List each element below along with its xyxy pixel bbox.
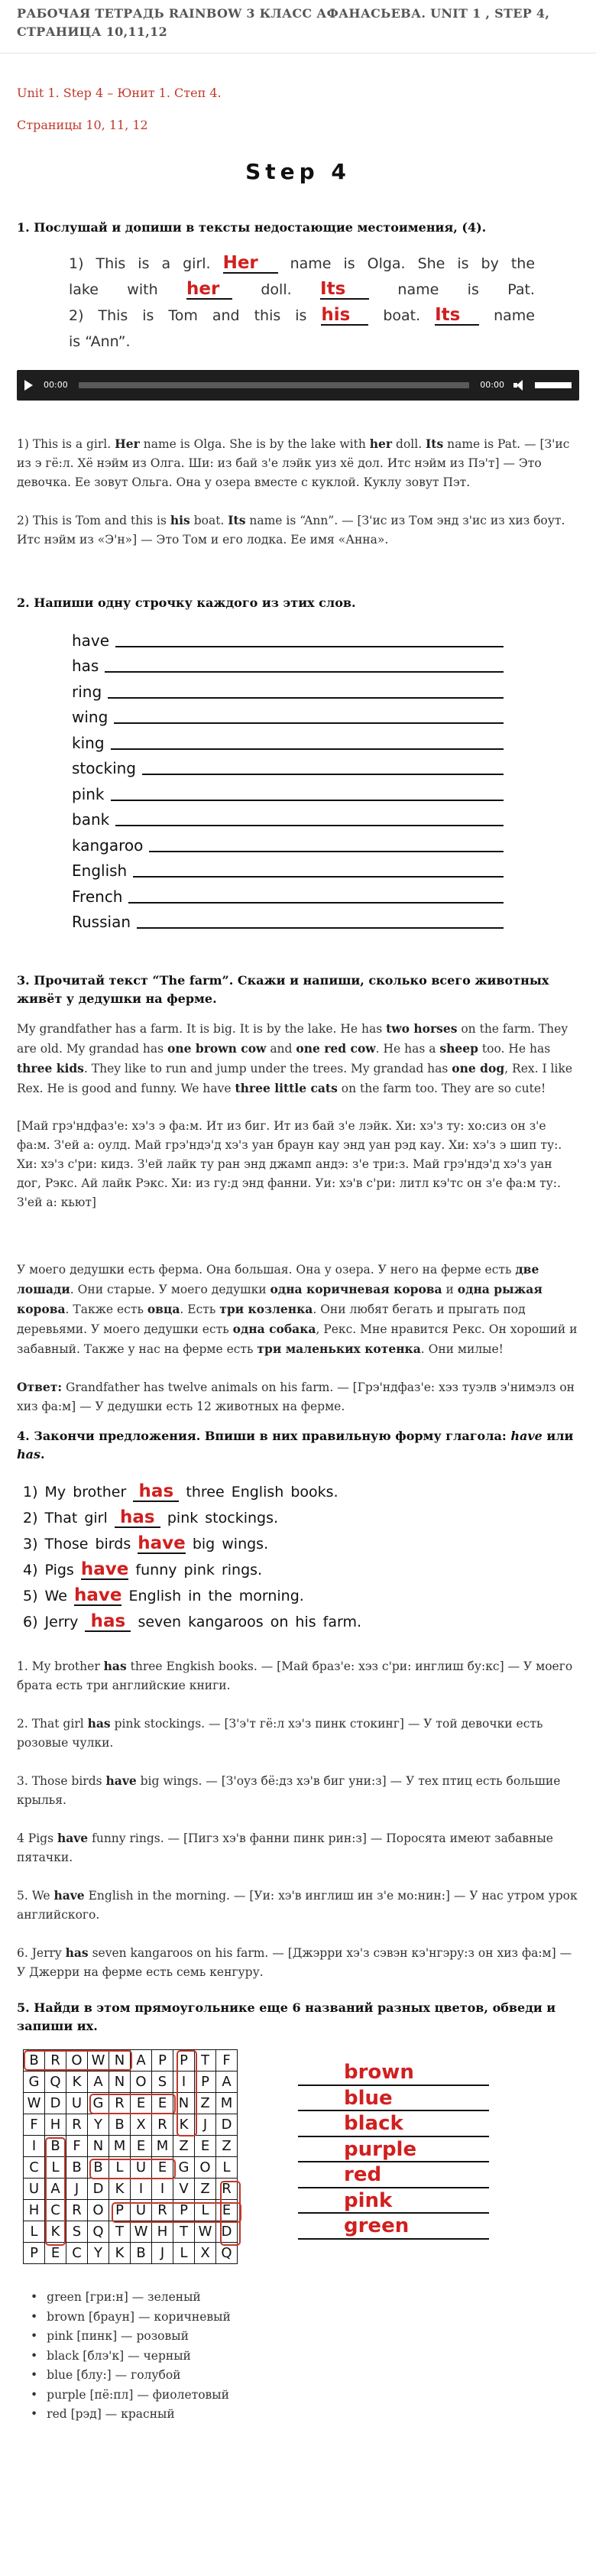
audio-progress-bar[interactable] <box>79 382 470 388</box>
grid-cell: A <box>88 2072 109 2093</box>
found-color: blue <box>298 2086 489 2112</box>
word-line <box>72 652 579 678</box>
grid-cell: N <box>173 2093 195 2114</box>
grid-cell: P <box>109 2200 131 2221</box>
word-label: English <box>72 861 128 880</box>
ex4-text: three English books. <box>186 1484 338 1501</box>
ex1-answer-4: his <box>321 306 368 326</box>
color-glossary <box>35 2288 579 2425</box>
ex1-text: boat. <box>383 307 421 324</box>
grid-cell: F <box>24 2114 45 2136</box>
ex1-text: name is Pat. <box>397 281 535 298</box>
ex1-answer-2: her <box>186 280 232 300</box>
grid-cell: D <box>88 2179 109 2200</box>
grid-cell: R <box>66 2200 88 2221</box>
word-label: kangaroo <box>72 835 144 855</box>
farm-text-russian: У моего дедушки есть ферма. Она большая. Она у озера. У него на ферме есть две лошади. Они старые. У моего дедушки одна коричневая корова и одна рыжая корова. Также есть овца. Есть три козленка. Они любят бегать и прыгать под деревьями. У моего дедушки есть одна собака, Рекс. Мне нравится Рекс. Он хороший и забавный. Также у нас на ферме есть три маленьких котенка. Они милые! <box>17 1262 578 1356</box>
word-label: stocking <box>72 759 137 777</box>
task-1-title: 1. Послушай и допиши в тексты недостающие местоимения, (4). <box>17 220 487 235</box>
grid-cell: B <box>45 2136 66 2157</box>
glossary-item: • red [рэд] — красный <box>35 2405 579 2425</box>
play-icon[interactable] <box>24 380 33 391</box>
grid-cell: U <box>131 2200 152 2221</box>
grid-cell: A <box>45 2179 66 2200</box>
grid-cell: V <box>173 2179 195 2200</box>
grid-cell: E <box>152 2093 173 2114</box>
word-label: king <box>72 733 105 752</box>
word-line <box>72 626 579 652</box>
word-line <box>72 754 579 780</box>
grid-cell: G <box>24 2072 45 2093</box>
grid-cell: A <box>216 2072 238 2093</box>
grid-cell: I <box>173 2072 195 2093</box>
grid-cell: O <box>195 2157 216 2179</box>
task-3-title: 3. Прочитай текст “The farm”. Скажи и напиши, сколько всего животных живёт у дедушки на ферме. <box>17 973 549 1006</box>
grid-cell: Q <box>45 2072 66 2093</box>
grid-cell: K <box>173 2114 195 2136</box>
ex4-text: 6) Jerry <box>23 1614 79 1630</box>
grid-cell: N <box>88 2136 109 2157</box>
grid-cell: G <box>173 2157 195 2179</box>
grid-cell: Z <box>216 2136 238 2157</box>
ex4-text: 2) That girl <box>23 1510 108 1526</box>
task-4-answer: 1. My brother has three Engkish books. — [Май браз'е: хэз с'ри: инглиш бу:кс] — У моего брата есть три английские книги. <box>17 1659 573 1692</box>
grid-cell: R <box>109 2093 131 2114</box>
task-2-title: 2. Напиши одну строчку каждого из этих слов. <box>17 595 356 610</box>
task-4-answer: 6. Jerry has seven kangaroos on his farm. — [Джэрри хэ'з сэвэн кэ'нгэру:з он хиз фа:м] — У Джерри на ферме есть семь кенгуру. <box>17 1945 572 1979</box>
writing-line <box>137 927 504 929</box>
ex1-text: 1) This is a girl. <box>69 255 211 272</box>
ex1-answer-1: Her <box>223 254 278 274</box>
task-4-answer: 5. We have English in the morning. — [Уи: хэ'в инглиш ин з'е мо:нин:] — У нас утром урок английского. <box>17 1888 578 1922</box>
word-label: pink <box>72 784 105 803</box>
ex4-text: pink stockings. <box>167 1510 279 1526</box>
grid-cell: Y <box>88 2114 109 2136</box>
grid-cell: I <box>152 2179 173 2200</box>
word-label: have <box>72 631 110 650</box>
ex4-text: 4) Pigs <box>23 1562 74 1578</box>
farm-text-transcription: [Май грэ'ндфаз'е: хэ'з э фа:м. Ит из биг. Ит из бай з'е лэйк. Хи: хэ'з ту: хо:сиз он з'е фа:м. З'ей а: оулд. Май грэ'ндэ'д хэ'з уан браун кау энд уан рэд кау. Хи: хэ'з э шип ту:. Хи: хэ'з с'ри: кидз. З'ей лайк ту ран энд джамп андэ: з'е три:з. Май грэ'ндэ'д хэ'з уан дог, Рэкс. Ай лайк Рэкс. Хи: из гу:д энд фанни. Уи: хэ'в с'ри: литл кэ'тс он з'е фа:м ту:. З'ей а: кьют] <box>17 1119 562 1209</box>
ex1-answer-5: Its <box>435 306 479 326</box>
grid-cell: O <box>131 2072 152 2093</box>
ex1-answer-3: Its <box>320 280 369 300</box>
found-color: red <box>298 2162 489 2188</box>
word-search-grid <box>23 2049 260 2265</box>
glossary-item: • green [гри:н] — зеленый <box>35 2288 579 2308</box>
grid-cell: T <box>109 2221 131 2243</box>
found-color: pink <box>298 2188 489 2214</box>
grid-cell: H <box>45 2114 66 2136</box>
grid-cell: D <box>45 2093 66 2114</box>
grid-cell: B <box>88 2157 109 2179</box>
grid-cell: S <box>66 2221 88 2243</box>
farm-text-english: My grandfather has a farm. It is big. It is by the lake. He has two horses on the farm. They are old. My grandad has one brown cow and one red cow. He has a sheep too. He has three kids. They like to run and jump under the trees. My grandad has one dog, Rex. I like Rex. He is good and funny. We have three little cats on the farm too. They are so cute! <box>17 1021 573 1095</box>
grid-cell: W <box>24 2093 45 2114</box>
ex4-text: English in the morning. <box>128 1588 304 1604</box>
word-label: wing <box>72 708 109 726</box>
grid-cell: Z <box>195 2179 216 2200</box>
grid-cell: S <box>152 2072 173 2093</box>
grid-cell: R <box>66 2114 88 2136</box>
grid-cell: C <box>24 2157 45 2179</box>
ex4-row <box>23 1505 579 1531</box>
grid-cell: K <box>66 2072 88 2093</box>
volume-icon[interactable] <box>513 380 527 391</box>
grid-cell: W <box>88 2050 109 2072</box>
highlight-pink <box>177 2050 197 2136</box>
exercise-1-image <box>69 251 535 355</box>
writing-line <box>105 671 504 673</box>
grid-cell: H <box>24 2200 45 2221</box>
ex4-answer: has <box>133 1482 179 1502</box>
grid-cell: M <box>109 2136 131 2157</box>
grid-cell: U <box>131 2157 152 2179</box>
grid-cell: P <box>195 2072 216 2093</box>
task-4-answer: 2. That girl has pink stockings. — [З'э'т гё:л хэ'з пинк стокинг] — У той девочки есть розовые чулки. <box>17 1716 543 1750</box>
grid-cell: B <box>24 2050 45 2072</box>
word-label: bank <box>72 810 110 829</box>
glossary-item: • brown [браун] — коричневый <box>35 2308 579 2328</box>
grid-cell: I <box>131 2179 152 2200</box>
highlight-green <box>89 2094 176 2114</box>
grid-cell: I <box>24 2136 45 2157</box>
ex4-text: 3) Those birds <box>23 1536 131 1552</box>
writing-line <box>115 646 504 647</box>
ex4-answer: has <box>115 1508 160 1528</box>
ex4-row <box>23 1609 579 1635</box>
writing-line <box>115 825 504 826</box>
grid-cell: X <box>195 2243 216 2264</box>
highlight-black <box>45 2137 66 2246</box>
ex4-text: seven kangaroos on his farm. <box>138 1614 362 1630</box>
word-line <box>72 728 579 754</box>
word-line <box>72 857 579 883</box>
ex4-text: 5) We <box>23 1588 67 1604</box>
writing-line <box>133 876 504 878</box>
task-1-answer-2: 2) This is Tom and this is his boat. Its name is “Ann”. — [З'ис из Том энд з'ис из хиз боут. Итс нэйм из «Э'н»] — Это Том и его лодка. Ее имя «Анна». <box>17 513 565 547</box>
writing-line <box>142 774 504 775</box>
audio-duration: 00:00 <box>480 379 504 390</box>
ex4-text: 1) My brother <box>23 1484 127 1501</box>
grid-cell: E <box>216 2200 238 2221</box>
ex4-row <box>23 1479 579 1505</box>
writing-line <box>114 722 504 724</box>
step-heading: Step 4 <box>245 159 351 184</box>
found-colors-list <box>298 2060 489 2265</box>
grid-cell: O <box>88 2200 109 2221</box>
grid-cell: P <box>173 2200 195 2221</box>
grid-cell: J <box>152 2243 173 2264</box>
grid-cell: E <box>131 2136 152 2157</box>
glossary-item: • pink [пинк] — розовый <box>35 2327 579 2347</box>
grid-cell: J <box>66 2179 88 2200</box>
task-4-title: 4. Закончи предложения. Впиши в них правильную форму глагола: have или has. <box>17 1429 574 1462</box>
grid-cell: E <box>152 2157 173 2179</box>
grid-cell: J <box>195 2114 216 2136</box>
grid-cell: Z <box>195 2093 216 2114</box>
grid-cell: R <box>45 2050 66 2072</box>
highlight-brown <box>24 2050 132 2071</box>
grid-cell: N <box>109 2050 131 2072</box>
grid-cell: Y <box>88 2243 109 2264</box>
writing-line <box>108 697 504 699</box>
grid-cell: Q <box>88 2221 109 2243</box>
grid-cell: T <box>173 2221 195 2243</box>
word-line <box>72 806 579 832</box>
glossary-item: • purple [пё:пл] — фиолетовый <box>35 2386 579 2406</box>
word-line <box>72 677 579 703</box>
pages-subtitle: Страницы 10, 11, 12 <box>17 118 148 132</box>
word-line <box>72 703 579 729</box>
found-color: green <box>298 2214 489 2240</box>
word-label: has <box>72 657 99 675</box>
grid-cell: W <box>195 2221 216 2243</box>
word-search-block <box>23 2049 579 2265</box>
word-label: ring <box>72 682 102 701</box>
grid-cell: A <box>131 2050 152 2072</box>
task-4-answers <box>17 1656 579 1982</box>
word-lines <box>72 626 579 933</box>
ex4-row <box>23 1531 579 1557</box>
grid-cell: L <box>216 2157 238 2179</box>
grid-cell: X <box>131 2114 152 2136</box>
exercise-4-image <box>23 1479 579 1635</box>
ex4-answer: has <box>85 1612 131 1632</box>
grid-cell: M <box>152 2136 173 2157</box>
grid-cell: Z <box>173 2136 195 2157</box>
highlight-red <box>220 2181 241 2246</box>
word-label: Russian <box>72 913 131 931</box>
grid-cell: H <box>152 2221 173 2243</box>
ex1-text: name <box>494 307 535 324</box>
found-color: purple <box>298 2137 489 2163</box>
unit-subtitle: Unit 1. Step 4 – Юнит 1. Степ 4. <box>17 86 222 100</box>
glossary-item: • blue [блу:] — голубой <box>35 2366 579 2386</box>
grid-cell: L <box>45 2157 66 2179</box>
word-line <box>72 780 579 806</box>
ex4-answer: have <box>80 1559 129 1579</box>
word-line <box>72 882 579 908</box>
grid-cell: B <box>66 2157 88 2179</box>
found-color: brown <box>298 2060 489 2086</box>
writing-line <box>111 748 504 750</box>
task-4-answer: 3. Those birds have big wings. — [З'оуз бё:дз хэ'в биг уни:з] — У тех птиц есть большие крылья. <box>17 1773 561 1807</box>
ex4-answer: have <box>138 1533 186 1553</box>
ex1-text: is “Ann”. <box>69 333 131 350</box>
grid-cell: R <box>152 2200 173 2221</box>
grid-cell: T <box>195 2050 216 2072</box>
ex4-answer: have <box>73 1585 122 1605</box>
grid-cell: Q <box>216 2243 238 2264</box>
grid-cell: F <box>66 2136 88 2157</box>
grid-cell: N <box>109 2072 131 2093</box>
ex4-row <box>23 1557 579 1583</box>
ex1-text: 2) This is Tom and this is <box>69 307 307 324</box>
grid-cell: F <box>216 2050 238 2072</box>
grid-cell: W <box>131 2221 152 2243</box>
grid-cell: R <box>216 2179 238 2200</box>
word-label: French <box>72 887 123 906</box>
grid-cell: U <box>24 2179 45 2200</box>
grid-cell: P <box>152 2050 173 2072</box>
article-body <box>0 84 596 2425</box>
grid-cell: L <box>109 2157 131 2179</box>
ex4-row <box>23 1583 579 1609</box>
glossary-item: • black [блэ'к] — черный <box>35 2347 579 2367</box>
grid-cell: L <box>173 2243 195 2264</box>
grid-cell: P <box>173 2050 195 2072</box>
ex4-text: big wings. <box>192 1536 269 1552</box>
grid-cell: E <box>45 2243 66 2264</box>
grid-cell: L <box>195 2200 216 2221</box>
grid-cell: K <box>45 2221 66 2243</box>
task-5-title: 5. Найди в этом прямоугольнике еще 6 названий разных цветов, обведи и запиши их. <box>17 2000 556 2033</box>
ex1-text: lake with <box>69 281 158 298</box>
writing-line <box>149 851 504 852</box>
volume-slider[interactable] <box>535 382 572 388</box>
highlight-blue <box>89 2159 176 2179</box>
grid-cell: R <box>152 2114 173 2136</box>
grid-cell: C <box>45 2200 66 2221</box>
audio-player <box>17 370 579 401</box>
audio-current-time: 00:00 <box>44 379 68 390</box>
word-line <box>72 831 579 857</box>
grid-cell: G <box>88 2093 109 2114</box>
grid-cell: U <box>66 2093 88 2114</box>
grid-cell: M <box>216 2093 238 2114</box>
ex1-text: name is Olga. She is by the <box>290 255 536 272</box>
grid-cell: P <box>24 2243 45 2264</box>
grid-cell: E <box>195 2136 216 2157</box>
writing-line <box>128 902 504 904</box>
grid-cell: K <box>109 2243 131 2264</box>
ex4-text: funny pink rings. <box>135 1562 263 1578</box>
ex1-text: doll. <box>261 281 292 298</box>
task-1-answer-1: 1) This is a girl. Her name is Olga. She is by the lake with her doll. Its name is Pat. — [З'ис из э гё:л. Хё нэйм из Олга. Ши: из бай з'е лэйк уиз хё дол. Итс нэйм из Пэ'т] — Это девочка. Ее зовут Ольга. Она у озера вместе с куклой. Куклу зовут Пэт. <box>17 436 570 489</box>
grid-cell: B <box>131 2243 152 2264</box>
grid-cell: C <box>66 2243 88 2264</box>
page-title: РАБОЧАЯ ТЕТРАДЬ RAINBOW 3 КЛАСС АФАНАСЬЕВА. UNIT 1 , STEP 4, СТРАНИЦА 10,11,12 <box>17 6 550 39</box>
found-color: black <box>298 2111 489 2137</box>
task-3-answer: Ответ: Grandfather has twelve animals on his farm. — [Грэ'ндфаз'е: хэз туэлв э'нимэлз он хиз фа:м] — У дедушки есть 12 животных на ферме. <box>17 1380 575 1413</box>
grid-cell: K <box>109 2179 131 2200</box>
grid-cell: D <box>216 2221 238 2243</box>
grid-cell: O <box>66 2050 88 2072</box>
grid-cell: B <box>109 2114 131 2136</box>
page-header <box>0 0 596 54</box>
task-4-answer: 4 Pigs have funny rings. — [Пигз хэ'в фанни пинк рин:з] — Поросята имеют забавные пятачки. <box>17 1831 553 1864</box>
grid-cell: L <box>24 2221 45 2243</box>
grid-cell: D <box>216 2114 238 2136</box>
grid-cell: E <box>131 2093 152 2114</box>
writing-line <box>111 800 504 801</box>
word-line <box>72 908 579 934</box>
